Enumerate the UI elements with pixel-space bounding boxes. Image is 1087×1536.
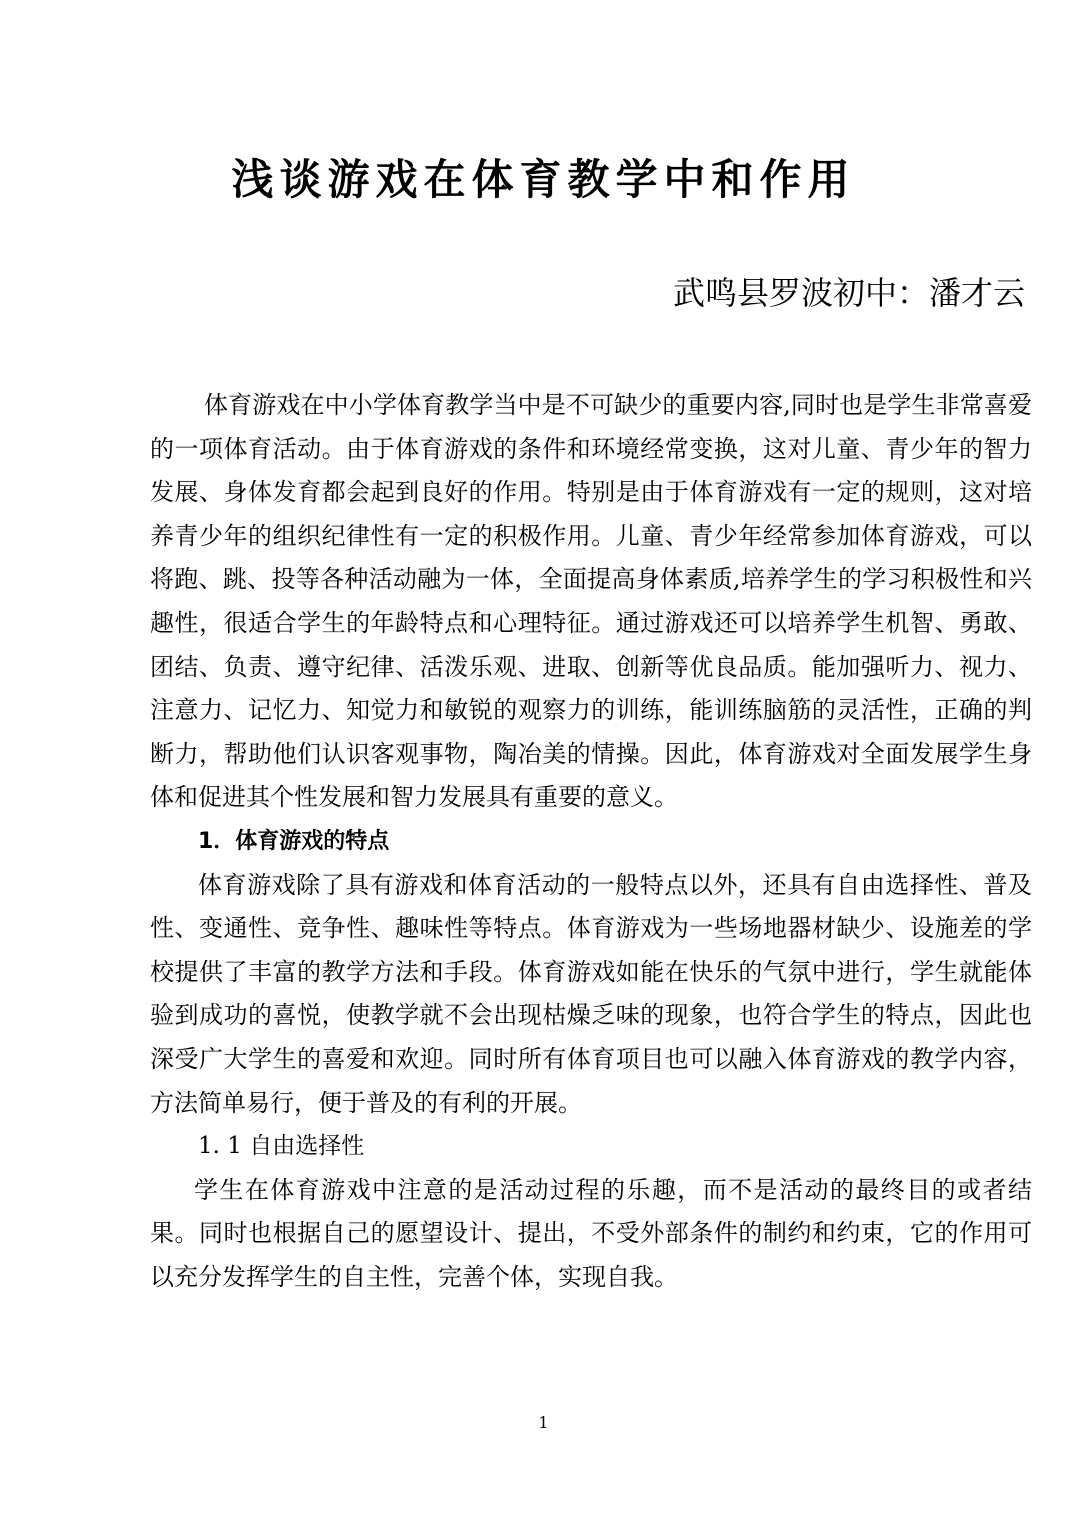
page-number: 1 bbox=[538, 1413, 549, 1432]
free-choice-paragraph: 学生在体育游戏中注意的是活动过程的乐趣，而不是活动的最终目的或者结果。同时也根据自己的愿望设计、提出，不受外部条件的制约和约束，它的作用可以充分发挥学生的自主性，完善个体，实现自我。 bbox=[150, 1175, 1032, 1291]
subsection-heading: 1. 1 自由选择性 bbox=[198, 1133, 365, 1160]
document-title: 浅谈游戏在体育教学中和作用 bbox=[231, 155, 856, 204]
document-body bbox=[150, 384, 1032, 1299]
section-heading: 1．体育游戏的特点 bbox=[198, 828, 390, 854]
features-paragraph: 体育游戏除了具有游戏和体育活动的一般特点以外，还具有自由选择性、普及性、变通性、竞争性、趣味性等特点。体育游戏为一些场地器材缺少、设施差的学校提供了丰富的教学方法和手段。体育游戏如能在快乐的气氛中进行，学生就能体验到成功的喜悦，使教学就不会出现枯燥乏味的现象，也符合学生的特点，因此也深受广大学生的喜爱和欢迎。同时所有体育项目也可以融入体育游戏的教学内容，方法简单易行，便于普及的有利的开展。 bbox=[150, 870, 1032, 1117]
intro-paragraph: 体育游戏在中小学体育教学当中是不可缺少的重要内容,同时也是学生非常喜爱的一项体育活动。由于体育游戏的条件和环境经常变换，这对儿童、青少年的智力发展、身体发育都会起到良好的作用。特别是由于体育游戏有一定的规则，这对培养青少年的组织纪律性有一定的积极作用。儿童、青少年经常参加体育游戏，可以将跑、跳、投等各种活动融为一体，全面提高身体素质,培养学生的学习积极性和兴趣性，很适合学生的年龄特点和心理特征。通过游戏还可以培养学生机智、勇敢、团结、负责、遵守纪律、活泼乐观、进取、创新等优良品质。能加强听力、视力、注意力、记忆力、知觉力和敏锐的观察力的训练，能训练脑筋的灵活性，正确的判断力，帮助他们认识客观事物，陶冶美的情操。因此，体育游戏对全面发展学生身体和促进其个性发展和智力发展具有重要的意义。 bbox=[150, 391, 1032, 812]
author-line: 武鸣县罗波初中：潘才云 bbox=[672, 274, 1025, 312]
